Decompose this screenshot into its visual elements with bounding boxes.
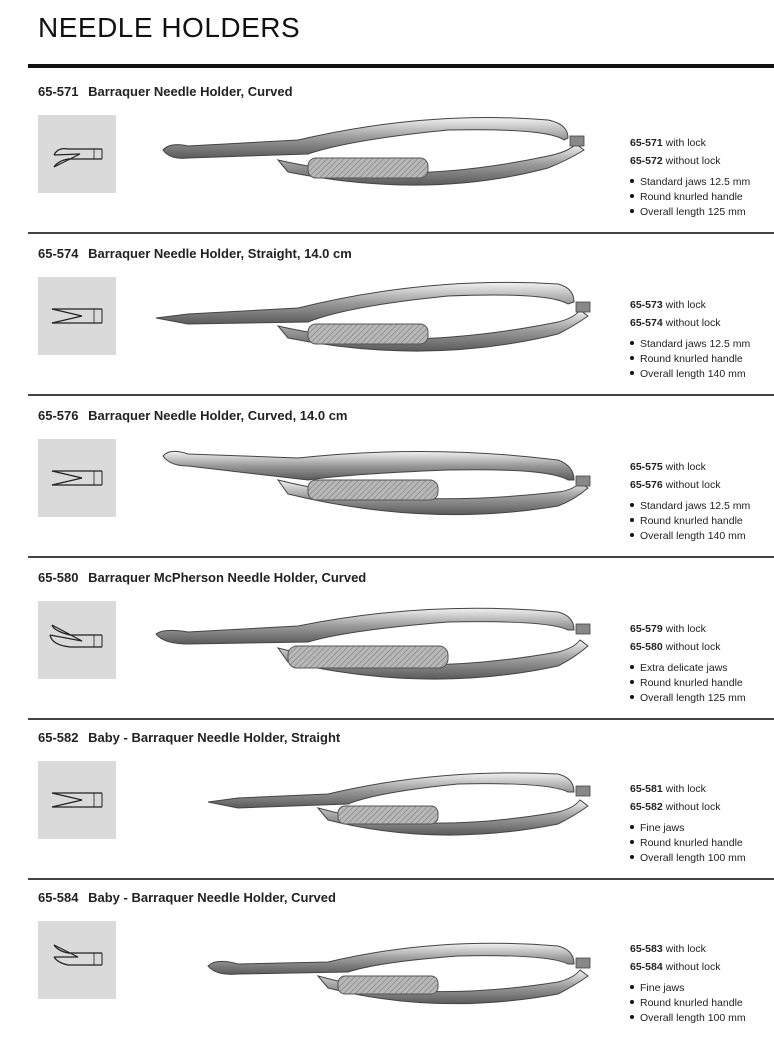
variant-without-lock [630,152,750,170]
feature-item: Overall length 140 mm [630,367,750,382]
product-heading [38,246,352,261]
variant-desc: without lock [665,961,721,973]
variant-with-lock [630,458,750,476]
feature-item: Round knurled handle [630,352,750,367]
feature-item: Standard jaws 12.5 mm [630,499,750,514]
feature-item: Standard jaws 12.5 mm [630,337,750,352]
product-heading [38,890,336,905]
feature-list [630,821,746,866]
feature-item: Standard jaws 12.5 mm [630,175,750,190]
product-section [28,394,774,558]
variant-desc: with lock [665,783,706,795]
variant-desc: without lock [665,317,721,329]
product-name: Baby - Barraquer Needle Holder, Straight [88,730,341,745]
curved-jaw-icon [38,115,116,193]
feature-item: Overall length 125 mm [630,691,746,706]
feature-list [630,175,750,220]
product-code: 65-584 [38,890,79,905]
feature-list [630,337,750,382]
needle-holder-image [148,586,628,696]
product-specs [630,458,750,544]
product-name: Barraquer Needle Holder, Curved [88,84,293,99]
curved-jaw-icon [38,921,116,999]
variant-code: 65-575 [630,461,663,473]
jaw-detail-image [38,761,116,839]
product-name: Baby - Barraquer Needle Holder, Curved [88,890,336,905]
variant-code: 65-574 [630,317,663,329]
variant-desc: with lock [665,137,706,149]
variant-without-lock [630,476,750,494]
feature-list [630,499,750,544]
title-divider [28,64,774,68]
variant-code: 65-579 [630,623,663,635]
straight-jaw-icon [38,761,116,839]
product-code: 65-574 [38,246,79,261]
needle-holder-image [148,906,628,1016]
feature-item: Overall length 100 mm [630,1011,746,1026]
jaw-detail-image [38,601,116,679]
needle-holder-image [148,746,628,856]
product-specs [630,940,746,1026]
product-section [28,716,774,880]
product-code: 65-576 [38,408,79,423]
needle-holder-image [148,424,628,534]
product-name: Barraquer McPherson Needle Holder, Curved [88,570,367,585]
variant-code: 65-582 [630,801,663,813]
feature-list [630,661,746,706]
variant-desc: with lock [665,943,706,955]
variant-code: 65-584 [630,961,663,973]
straight-jaw-icon [38,439,116,517]
variant-with-lock [630,296,750,314]
variant-code: 65-583 [630,943,663,955]
product-specs [630,296,750,382]
product-code: 65-580 [38,570,79,585]
variant-desc: with lock [665,623,706,635]
product-code: 65-571 [38,84,79,99]
variant-with-lock [630,780,746,798]
variant-with-lock [630,940,746,958]
feature-item: Overall length 100 mm [630,851,746,866]
product-specs [630,780,746,866]
variant-desc: with lock [665,299,706,311]
product-heading [38,84,293,99]
feature-item: Overall length 125 mm [630,205,750,220]
feature-item: Round knurled handle [630,996,746,1011]
product-section [28,232,774,396]
variant-without-lock [630,958,746,976]
product-code: 65-582 [38,730,79,745]
product-section [28,70,774,234]
page-title: NEEDLE HOLDERS [38,12,301,43]
variant-without-lock [630,314,750,332]
variant-desc: without lock [665,155,721,167]
variant-desc: without lock [665,641,721,653]
feature-item: Round knurled handle [630,676,746,691]
feature-item: Round knurled handle [630,514,750,529]
variant-without-lock [630,798,746,816]
feature-item: Round knurled handle [630,190,750,205]
variant-desc: without lock [665,479,721,491]
feature-list [630,981,746,1026]
product-heading [38,408,348,423]
jaw-detail-image [38,921,116,999]
product-section [28,556,774,720]
curved-jaw-icon [38,601,116,679]
product-name: Barraquer Needle Holder, Curved, 14.0 cm [88,408,348,423]
product-heading [38,730,340,745]
variant-desc: with lock [665,461,706,473]
product-specs [630,620,746,706]
needle-holder-image [148,100,628,210]
variant-code: 65-571 [630,137,663,149]
feature-item: Round knurled handle [630,836,746,851]
needle-holder-image [148,262,628,372]
jaw-detail-image [38,439,116,517]
variant-with-lock [630,134,750,152]
variant-desc: without lock [665,801,721,813]
variant-code: 65-580 [630,641,663,653]
jaw-detail-image [38,115,116,193]
product-specs [630,134,750,220]
feature-item: Fine jaws [630,981,746,996]
product-name: Barraquer Needle Holder, Straight, 14.0 cm [88,246,352,261]
feature-item: Fine jaws [630,821,746,836]
variant-with-lock [630,620,746,638]
feature-item: Overall length 140 mm [630,529,750,544]
variant-code: 65-573 [630,299,663,311]
jaw-detail-image [38,277,116,355]
variant-code: 65-576 [630,479,663,491]
straight-jaw-icon [38,277,116,355]
variant-code: 65-572 [630,155,663,167]
product-section [28,876,774,1038]
feature-item: Extra delicate jaws [630,661,746,676]
product-heading [38,570,366,585]
variant-code: 65-581 [630,783,663,795]
variant-without-lock [630,638,746,656]
